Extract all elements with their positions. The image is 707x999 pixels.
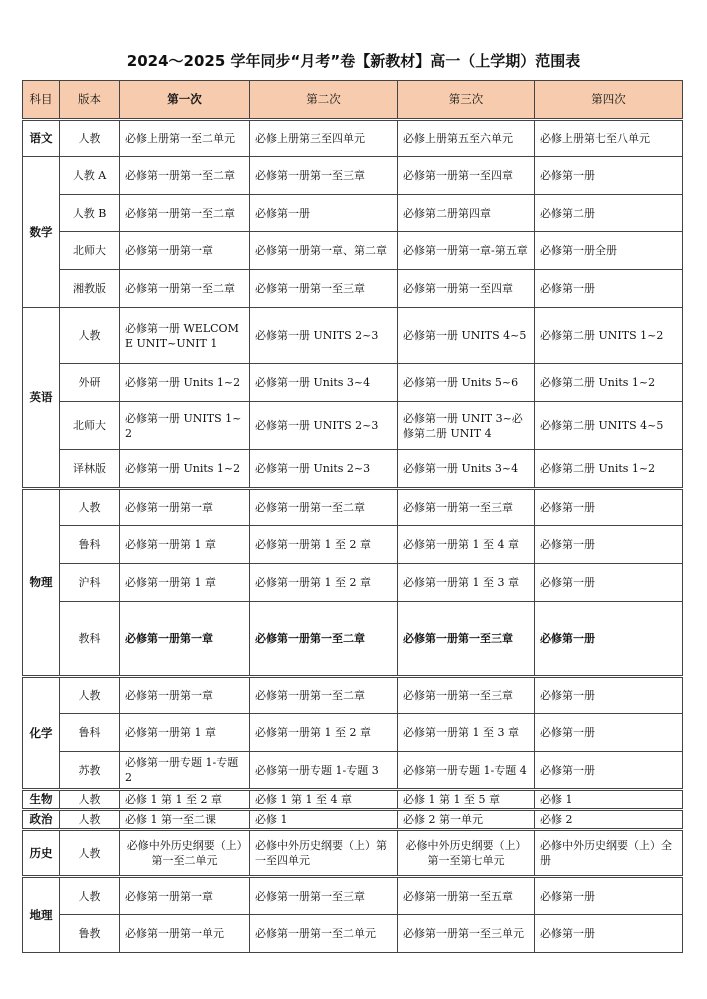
range-cell: 必修第一册第一至二章 [120,270,250,308]
range-cell: 必修第一册 [535,157,683,195]
table-row [23,364,683,402]
range-cell: 必修中外历史纲要（上）第一至二单元 [120,830,250,877]
range-cell: 必修第一册第一至三章 [250,157,398,195]
range-cell: 必修第一册第一章 [120,602,250,677]
range-cell: 必修第一册第 1 章 [120,714,250,752]
version-cell: 苏教 [60,752,120,790]
range-cell: 必修上册第七至八单元 [535,120,683,157]
version-cell: 人教 B [60,195,120,232]
range-cell: 必修第一册第 1 至 2 章 [250,526,398,564]
table-row [23,564,683,602]
range-cell: 必修第二册 UNITS 1~2 [535,308,683,364]
version-cell: 译林版 [60,450,120,489]
range-cell: 必修第一册第 1 章 [120,564,250,602]
range-cell: 必修第一册第一至三章 [250,877,398,915]
range-cell: 必修第二册 [535,195,683,232]
version-cell: 外研 [60,364,120,402]
version-cell: 人教 [60,489,120,526]
table-row [23,157,683,195]
range-cell: 必修第一册专题 1-专题 3 [250,752,398,790]
header-row [23,81,683,120]
range-cell: 必修上册第一至二单元 [120,120,250,157]
range-cell: 必修 1 第一至二课 [120,810,250,830]
range-cell: 必修第一册第一章、第二章 [250,232,398,270]
range-cell: 必修第一册第 1 至 3 章 [398,714,535,752]
range-cell: 必修第一册 Units 1~2 [120,450,250,489]
range-cell: 必修第一册 [535,714,683,752]
version-cell: 湘教版 [60,270,120,308]
range-cell: 必修第一册第一至四章 [398,157,535,195]
range-cell: 必修第一册第一至三章 [398,489,535,526]
version-cell: 人教 [60,790,120,810]
range-cell: 必修第一册 UNIT 3~必修第二册 UNIT 4 [398,402,535,450]
range-cell: 必修第一册第一章 [120,232,250,270]
table-row [23,714,683,752]
range-cell: 必修第一册 Units 5~6 [398,364,535,402]
range-cell: 必修第一册 [535,915,683,953]
version-cell: 北师大 [60,402,120,450]
subject-chemistry: 化学 [23,677,60,790]
range-cell: 必修第一册第一至三章 [398,677,535,714]
range-cell: 必修第一册第一至四章 [398,270,535,308]
header-second: 第二次 [250,81,398,120]
range-cell: 必修第一册 Units 2~3 [250,450,398,489]
range-cell: 必修第一册第一章 [120,677,250,714]
range-cell: 必修第二册 Units 1~2 [535,364,683,402]
header-subject: 科目 [23,81,60,120]
subject-geography: 地理 [23,877,60,953]
range-cell: 必修第二册第四章 [398,195,535,232]
header-first: 第一次 [120,81,250,120]
table-row [23,877,683,915]
range-cell: 必修第一册第一章 [120,877,250,915]
range-cell: 必修第一册 Units 3~4 [398,450,535,489]
range-cell: 必修第一册第一至三单元 [398,915,535,953]
table-row [23,232,683,270]
range-cell: 必修第一册 [535,489,683,526]
page-title: 2024～2025 学年同步“月考”卷【新教材】高一（上学期）范围表 [126,52,581,70]
range-cell: 必修 2 第一单元 [398,810,535,830]
range-cell: 必修第一册第一至二章 [120,195,250,232]
version-cell: 教科 [60,602,120,677]
subject-politics: 政治 [23,810,60,830]
table-row [23,677,683,714]
table-row [23,915,683,953]
version-cell: 鲁科 [60,714,120,752]
version-cell: 鲁科 [60,526,120,564]
range-cell: 必修第一册第 1 章 [120,526,250,564]
range-cell: 必修第一册第一至三章 [398,602,535,677]
table-row [23,526,683,564]
subject-physics: 物理 [23,489,60,677]
range-cell: 必修第一册 UNITS 1~2 [120,402,250,450]
range-cell: 必修第一册第一至二章 [250,602,398,677]
range-cell: 必修第一册第一至二单元 [250,915,398,953]
table-row [23,790,683,810]
subject-chinese: 语文 [23,120,60,157]
table-row [23,195,683,232]
range-cell: 必修第一册 [535,564,683,602]
subject-history: 历史 [23,830,60,877]
version-cell: 人教 [60,308,120,364]
version-cell: 人教 [60,120,120,157]
table-row [23,602,683,677]
table-row [23,402,683,450]
range-cell: 必修第一册第 1 至 2 章 [250,714,398,752]
version-cell: 人教 [60,830,120,877]
range-cell: 必修第一册 UNITS 2~3 [250,402,398,450]
header-version: 版本 [60,81,120,120]
version-cell: 人教 [60,810,120,830]
range-cell: 必修第一册第一至二章 [120,157,250,195]
range-cell: 必修第一册 [535,877,683,915]
range-cell: 必修第一册第一章-第五章 [398,232,535,270]
range-cell: 必修第二册 Units 1~2 [535,450,683,489]
range-cell: 必修第一册 UNITS 4~5 [398,308,535,364]
range-table [22,80,683,953]
table-row [23,830,683,877]
range-cell: 必修第一册第 1 至 3 章 [398,564,535,602]
version-cell: 人教 [60,877,120,915]
table-row [23,810,683,830]
table-row [23,489,683,526]
subject-biology: 生物 [23,790,60,810]
range-cell: 必修第一册第一至三章 [250,270,398,308]
range-cell: 必修 1 第 1 至 2 章 [120,790,250,810]
range-cell: 必修上册第三至四单元 [250,120,398,157]
subject-english: 英语 [23,308,60,489]
range-cell: 必修第一册 [535,602,683,677]
range-cell: 必修第一册第 1 至 4 章 [398,526,535,564]
range-cell: 必修第一册第一单元 [120,915,250,953]
range-cell: 必修中外历史纲要（上）第一至四单元 [250,830,398,877]
version-cell: 人教 A [60,157,120,195]
version-cell: 沪科 [60,564,120,602]
version-cell: 人教 [60,677,120,714]
range-cell: 必修第一册 [535,752,683,790]
range-cell: 必修第一册 [535,677,683,714]
table-row [23,752,683,790]
range-cell: 必修第一册 [250,195,398,232]
range-cell: 必修第二册 UNITS 4~5 [535,402,683,450]
header-third: 第三次 [398,81,535,120]
range-cell: 必修第一册 [535,270,683,308]
range-cell: 必修 1 [250,810,398,830]
range-cell: 必修 1 [535,790,683,810]
table-row [23,270,683,308]
range-cell: 必修第一册 Units 3~4 [250,364,398,402]
range-cell: 必修第一册全册 [535,232,683,270]
subject-math: 数学 [23,157,60,308]
range-cell: 必修上册第五至六单元 [398,120,535,157]
range-cell: 必修第一册 WELCOME UNIT~UNIT 1 [120,308,250,364]
range-cell: 必修第一册 UNITS 2~3 [250,308,398,364]
range-cell: 必修第一册专题 1-专题 4 [398,752,535,790]
range-cell: 必修第一册专题 1-专题 2 [120,752,250,790]
range-cell: 必修中外历史纲要（上）全册 [535,830,683,877]
range-cell: 必修第一册 Units 1~2 [120,364,250,402]
range-cell: 必修中外历史纲要（上）第一至第七单元 [398,830,535,877]
range-cell: 必修 2 [535,810,683,830]
table-row [23,308,683,364]
table-row [23,450,683,489]
range-cell: 必修第一册第一至五章 [398,877,535,915]
range-cell: 必修第一册 [535,526,683,564]
version-cell: 北师大 [60,232,120,270]
range-cell: 必修第一册第一至二章 [250,677,398,714]
range-cell: 必修 1 第 1 至 4 章 [250,790,398,810]
range-cell: 必修第一册第 1 至 2 章 [250,564,398,602]
table-row [23,120,683,157]
header-fourth: 第四次 [535,81,683,120]
range-cell: 必修第一册第一至二章 [250,489,398,526]
version-cell: 鲁教 [60,915,120,953]
range-cell: 必修第一册第一章 [120,489,250,526]
range-cell: 必修 1 第 1 至 5 章 [398,790,535,810]
